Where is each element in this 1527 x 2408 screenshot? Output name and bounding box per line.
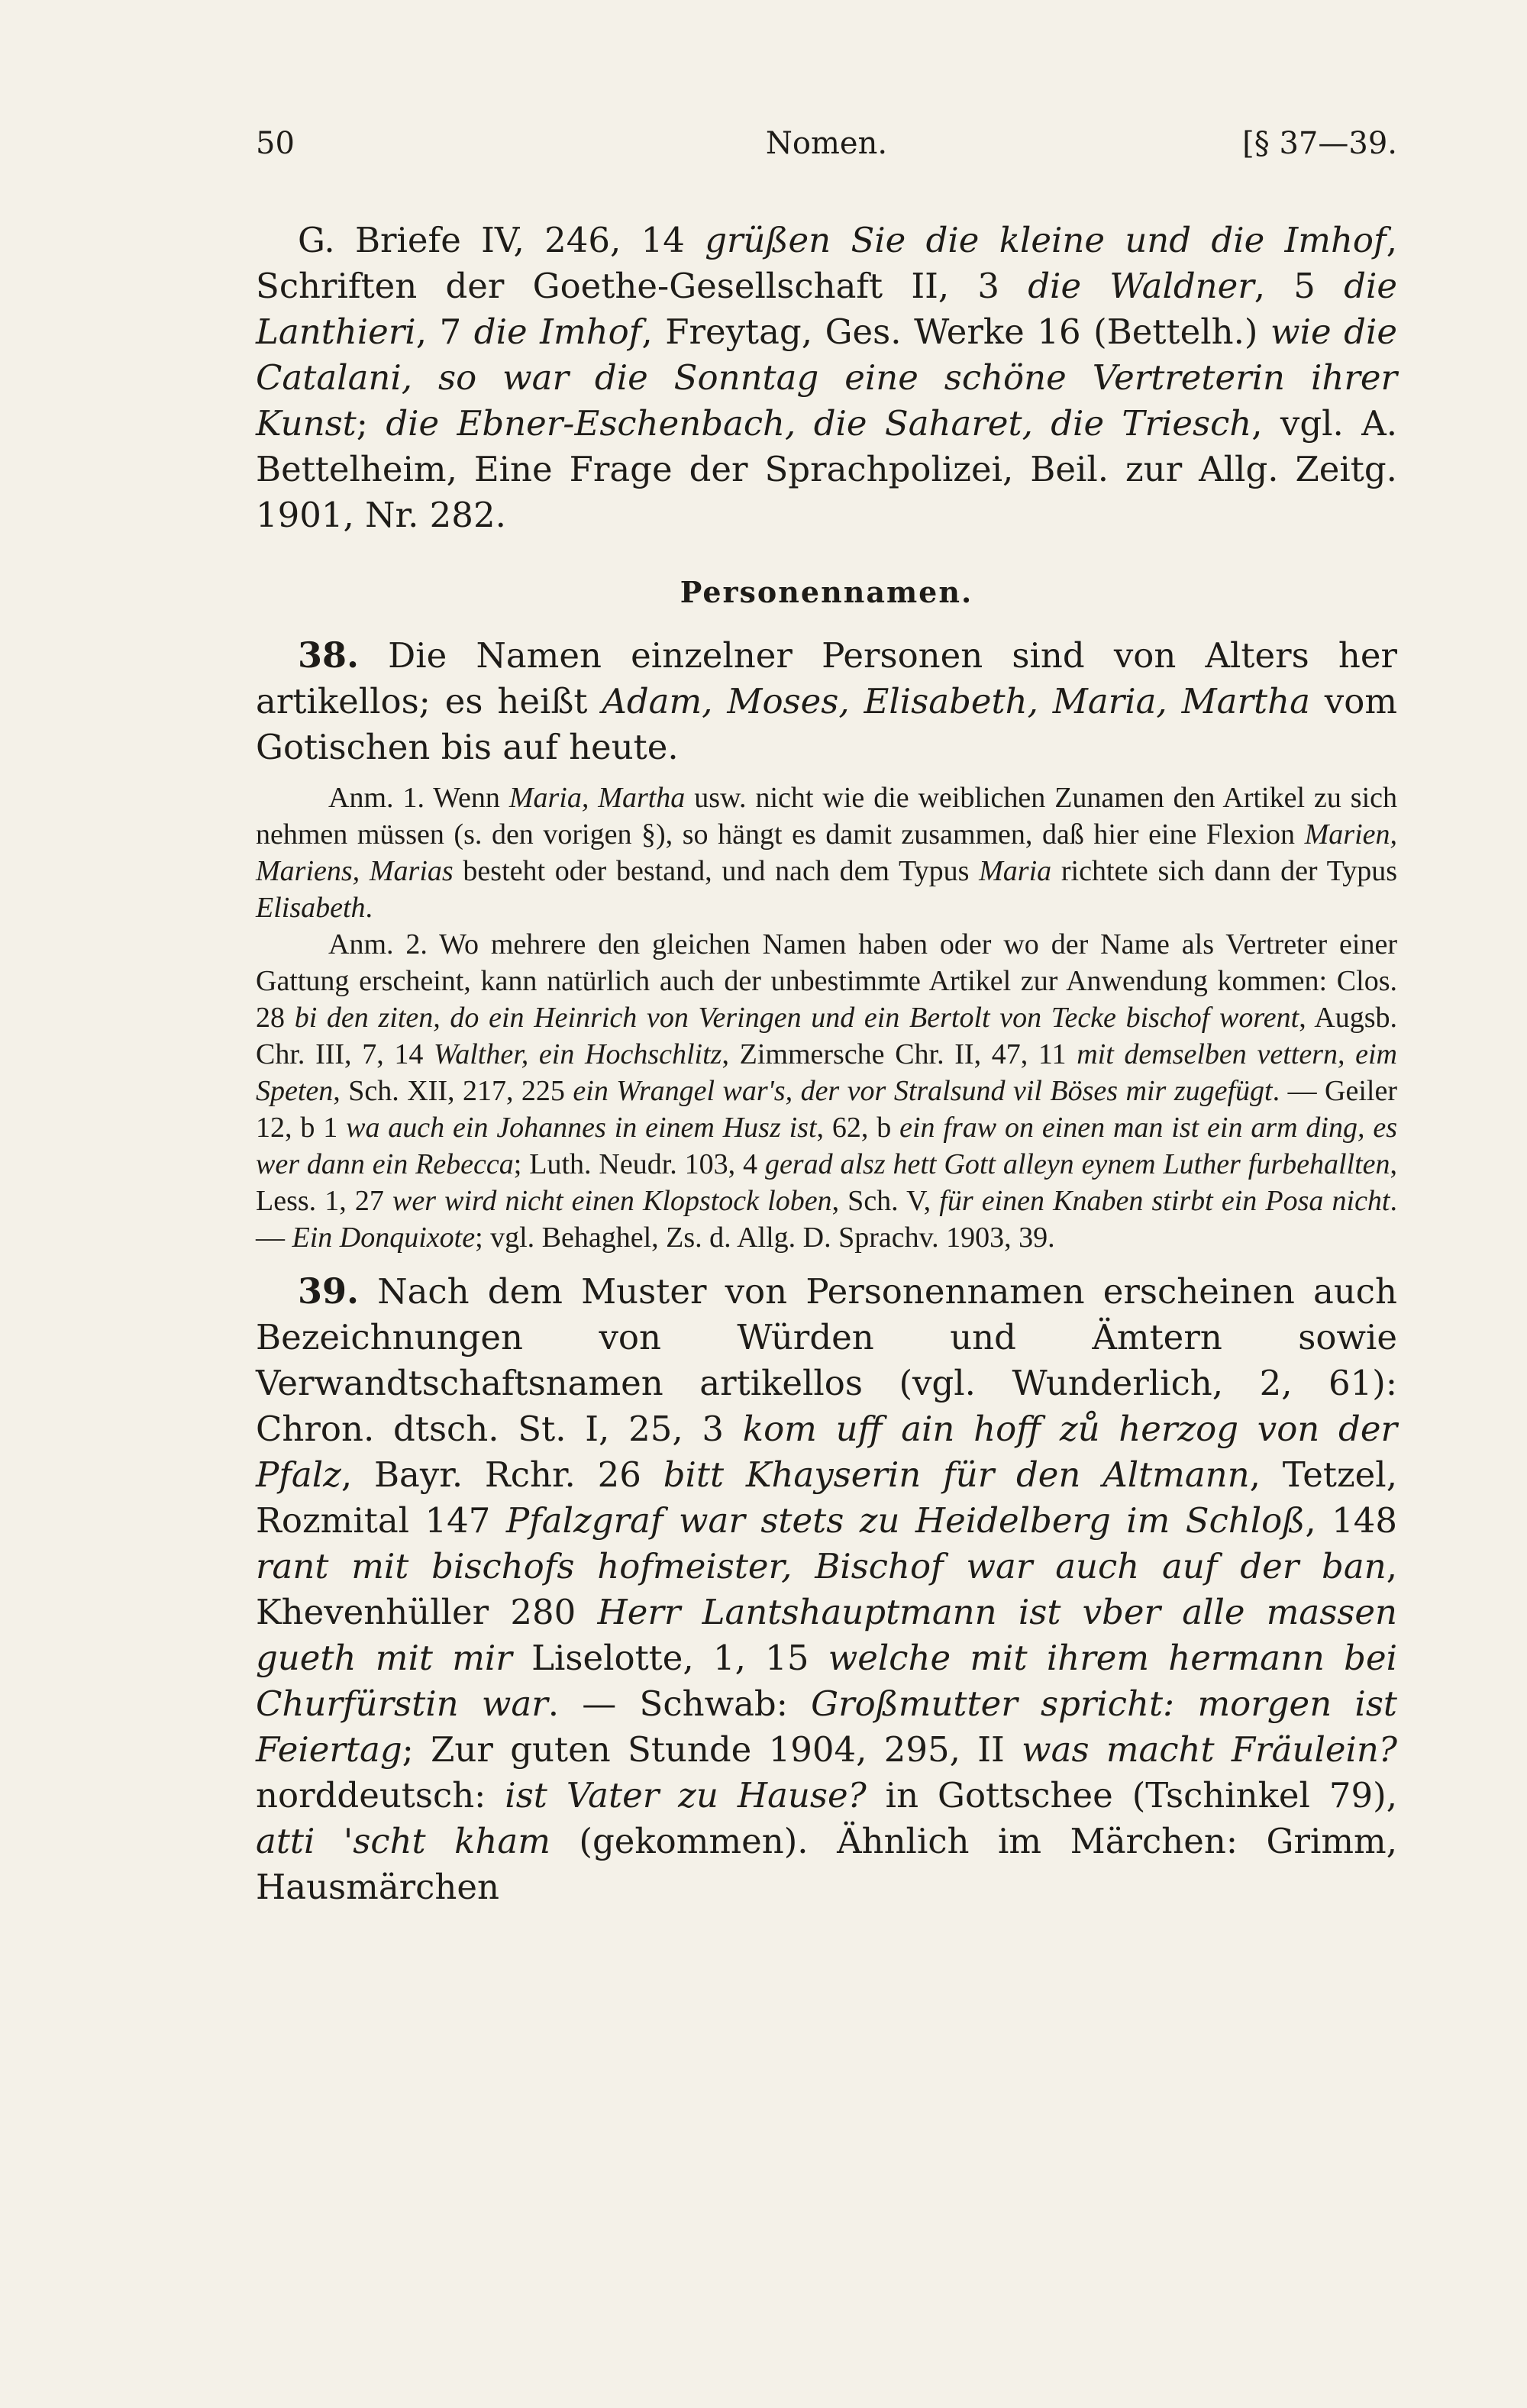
italic-run: ein fraw on einen man ist ein arm ding, es wer dann ein Rebecca bbox=[256, 1112, 1397, 1180]
text-run: , Less. 1, 27 bbox=[256, 1148, 1397, 1217]
italic-run: Maria, Martha bbox=[508, 782, 686, 814]
italic-run: bitt Khayserin für den Altmann bbox=[663, 1454, 1250, 1495]
section-38-paragraph bbox=[256, 632, 1397, 770]
text-run: , Augsb. Chr. III, 7, 14 bbox=[256, 1002, 1397, 1070]
intro-paragraph bbox=[256, 218, 1397, 538]
text-run: , Zimmersche Chr. II, 47, 11 bbox=[722, 1038, 1077, 1070]
italic-run: ein Wrangel war's, der vor Stralsund vil Böses mir zugefügt bbox=[573, 1075, 1273, 1107]
section-heading: Personennamen. bbox=[680, 575, 973, 609]
section-39-number: 39. bbox=[298, 1270, 360, 1312]
text-run: usw. nicht wie die weiblichen Zunamen den Artikel zu sich nehmen müssen (s. den vorigen §), so hängt es damit zusammen, daß hier eine Flexion bbox=[256, 782, 1397, 851]
section-range: [§ 37—39. bbox=[1242, 126, 1397, 161]
italic-run: grüßen Sie die kleine und die Imhof bbox=[705, 220, 1387, 260]
text-run: Nach dem Muster von Personennamen erscheinen auch Bezeichnungen von Würden und Ämtern sowie Verwandtschaftsnamen artikellos (vgl. Wunderlich, 2, 61): Chron. dtsch. St. I, 25, 3 bbox=[256, 1271, 1397, 1449]
italic-run: die Imhof bbox=[473, 311, 642, 352]
text-run: . — bbox=[256, 1185, 1397, 1254]
text-run: , 7 bbox=[415, 311, 474, 352]
text-run: Anm. 1. Wenn bbox=[328, 782, 509, 814]
section-38-number: 38. bbox=[298, 634, 360, 676]
text-run: . — Geiler 12, b 1 bbox=[256, 1075, 1397, 1144]
italic-run: kom uff ain hoff zů herzog von der Pfalz bbox=[256, 1409, 1397, 1495]
italic-run: die Waldner bbox=[1028, 266, 1254, 306]
italic-run: welche mit ihrem hermann bei Churfürstin war bbox=[256, 1638, 1397, 1724]
italic-run: wie die Catalani, so war die Sonntag eine schöne Vertreterin ihrer Kunst bbox=[256, 311, 1397, 444]
italic-run: die Ebner-Eschenbach, die Saharet, die Triesch bbox=[386, 403, 1252, 444]
italic-run: mit demselben vettern, eim Speten bbox=[256, 1038, 1398, 1107]
italic-run: Marien, Mariens, Marias bbox=[256, 818, 1397, 887]
text-run: in Gottschee (Tschinkel 79), bbox=[866, 1775, 1398, 1816]
text-run: Anm. 2. Wo mehrere den gleichen Namen haben oder wo der Name als Vertreter einer Gattung erscheint, kann natürlich auch der unbestimmte Artikel zur Anwendung kommen: Clos. 28 bbox=[256, 928, 1397, 1034]
text-run: , Schriften der Goethe-Gesellschaft II, 3 bbox=[256, 220, 1397, 306]
text-run: besteht oder bestand, und nach dem Typus bbox=[453, 855, 980, 887]
italic-run: Walther, ein Hochschlitz bbox=[434, 1038, 722, 1070]
text-run: . bbox=[365, 892, 373, 924]
text-run: , Bayr. Rchr. 26 bbox=[341, 1454, 663, 1495]
italic-run: Maria bbox=[979, 855, 1052, 887]
text-run: , vgl. A. Bettelheim, Eine Frage der Sprachpolizei, Beil. zur Allg. Zeitg. 1901, Nr. 282. bbox=[256, 403, 1398, 535]
text-run: ; bbox=[356, 403, 386, 444]
text-run: , 62, b bbox=[816, 1112, 900, 1144]
italic-run: Pfalzgraf war stets zu Heidelberg im Schloß bbox=[505, 1500, 1306, 1541]
italic-run: rant mit bischofs hofmeister, Bischof war auch auf der ban bbox=[256, 1546, 1387, 1587]
text-run: ; Zur guten Stunde 1904, 295, II bbox=[402, 1729, 1022, 1770]
section-39-text bbox=[256, 1271, 1397, 1907]
italic-run: wer wird nicht einen Klopstock loben bbox=[392, 1185, 832, 1217]
page-number: 50 bbox=[256, 126, 295, 161]
text-run: norddeutsch: bbox=[256, 1775, 505, 1816]
italic-run: wa auch ein Johannes in einem Husz ist bbox=[346, 1112, 817, 1144]
section-39-paragraph bbox=[256, 1268, 1397, 1910]
text-run: (gekommen). Ähnlich im Märchen: Grimm, Hausmärchen bbox=[256, 1821, 1397, 1907]
text-run: , Sch. V, bbox=[831, 1185, 940, 1217]
italic-run: was macht Fräulein? bbox=[1022, 1729, 1398, 1770]
text-run: richtete sich dann der Typus bbox=[1051, 855, 1397, 887]
text-run: , 148 bbox=[1305, 1500, 1397, 1541]
italic-run: Adam, Moses, Elisabeth, Maria, Martha bbox=[602, 681, 1310, 721]
running-title: Nomen. bbox=[765, 126, 888, 161]
section-38-text bbox=[256, 635, 1397, 767]
italic-run: die Lanthieri bbox=[256, 266, 1397, 352]
italic-run: Ein Donquixote bbox=[292, 1222, 476, 1254]
text-run: , Khevenhüller 280 bbox=[256, 1546, 1397, 1632]
note-1 bbox=[256, 780, 1397, 926]
text-run: , Freytag, Ges. Werke 16 (Bettelh.) bbox=[641, 311, 1271, 352]
text-run: , Sch. XII, 217, 225 bbox=[333, 1075, 573, 1107]
text-run: . — Schwab: bbox=[547, 1683, 812, 1724]
text-run: vom Gotischen bis auf heute. bbox=[256, 681, 1397, 767]
italic-run: ist Vater zu Hause? bbox=[505, 1775, 867, 1816]
text-run: Die Namen einzelner Personen sind von Alters her artikellos; es heißt bbox=[256, 635, 1397, 721]
text-run: , 5 bbox=[1254, 266, 1345, 306]
italic-run: für einen Knaben stirbt ein Posa nicht bbox=[939, 1185, 1390, 1217]
italic-run: Elisabeth bbox=[256, 892, 366, 924]
text-run: G. Briefe IV, 246, 14 bbox=[298, 220, 705, 260]
text-run: , Tetzel, Rozmital 147 bbox=[256, 1454, 1397, 1541]
text-run: ; Luth. Neudr. 103, 4 bbox=[513, 1148, 765, 1180]
text-run: Liselotte, 1, 15 bbox=[512, 1638, 828, 1678]
running-head bbox=[256, 126, 1397, 179]
italic-run: Großmutter spricht: morgen ist Feiertag bbox=[256, 1683, 1398, 1770]
italic-run: bi den ziten, do ein Heinrich von Veringen und ein Bertolt von Tecke bischof worent bbox=[294, 1002, 1299, 1034]
italic-run: atti 'scht kham bbox=[256, 1821, 550, 1861]
note-2 bbox=[256, 926, 1397, 1256]
italic-run: Herr Lantshauptmann ist vber alle massen gueth mit mir bbox=[256, 1592, 1398, 1678]
italic-run: gerad alsz hett Gott alleyn eynem Luther furbehallten bbox=[764, 1148, 1390, 1180]
text-run: ; vgl. Behaghel, Zs. d. Allg. D. Sprachv. 1903, 39. bbox=[475, 1222, 1055, 1254]
